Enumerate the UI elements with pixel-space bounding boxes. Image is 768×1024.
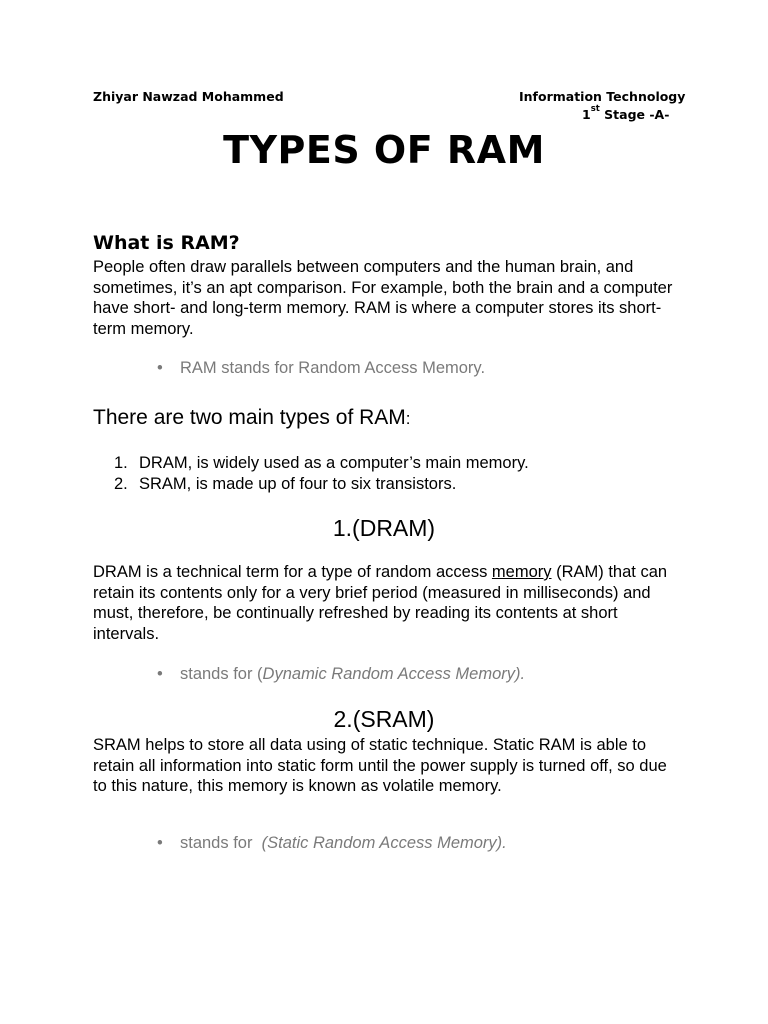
- list-item: [114, 474, 529, 495]
- sram-term: SRAM: [93, 736, 141, 754]
- what-is-ram-paragraph: People often draw parallels between computers and the human brain, and sometimes, it’s an apt comparison. For example, both the brain and a computer have short- and long-term memory. RAM is where a computer stores its short-term memory.: [93, 258, 673, 338]
- dram-bullet-expansion: Dynamic Random Access Memory).: [262, 665, 526, 683]
- types-list: [114, 453, 529, 494]
- types-heading-colon: :: [405, 409, 411, 428]
- dram-text-a: is a technical term for a type of random access: [141, 563, 492, 581]
- list-item: [114, 453, 529, 474]
- sram-bullet-expansion: (Static Random Access Memory).: [261, 834, 507, 852]
- department-name: Information Technology: [519, 89, 686, 104]
- sram-bullet-prefix: stands for: [180, 834, 262, 852]
- bullet-dot-icon: •: [157, 834, 163, 852]
- types-heading-text: There are two main types of RAM: [93, 406, 406, 429]
- author-name: Zhiyar Nawzad Mohammed: [93, 89, 284, 104]
- dram-paragraph: [93, 562, 683, 644]
- memory-link[interactable]: memory: [491, 563, 552, 581]
- sram-paragraph: [93, 735, 683, 797]
- bullet-dot-icon: •: [157, 359, 163, 377]
- bullet-dot-icon: •: [157, 665, 163, 683]
- types-heading: [93, 406, 411, 430]
- list-item-text: DRAM, is widely used as a computer’s main memory.: [139, 454, 529, 472]
- dram-bullet: [157, 665, 525, 684]
- ram-definition-text: RAM stands for Random Access Memory.: [180, 359, 486, 377]
- stage-rest: Stage -A-: [599, 107, 670, 122]
- list-item-number: 2.: [114, 474, 128, 493]
- dram-bullet-prefix: stands for (: [180, 665, 263, 683]
- page-title: TYPES OF RAM: [223, 128, 545, 172]
- stage-ordinal: 1: [582, 107, 591, 122]
- what-is-ram-heading: What is RAM?: [93, 232, 240, 254]
- sram-text: helps to store all data using of static technique. Static RAM is able to retain all information into static form until the power supply is turned off, so due to this nature, this memory is known as volatile memory.: [93, 736, 667, 795]
- stage-label: [582, 104, 670, 122]
- sram-bullet: [157, 834, 507, 853]
- dram-term: DRAM: [93, 563, 142, 581]
- sram-heading: 2.(SRAM): [333, 706, 435, 732]
- dram-heading: 1.(DRAM): [332, 515, 436, 541]
- ram-definition-bullet: [157, 359, 485, 378]
- stage-ordinal-suffix: st: [590, 104, 600, 114]
- list-item-number: 1.: [114, 454, 128, 472]
- dram-text-b: (RAM) that can retain its contents only for a very brief period (measured in milliseconds) and must, therefore, be continually refreshed by reading its contents at short intervals.: [93, 563, 668, 643]
- list-item-text: SRAM, is made up of four to six transistors.: [139, 474, 457, 493]
